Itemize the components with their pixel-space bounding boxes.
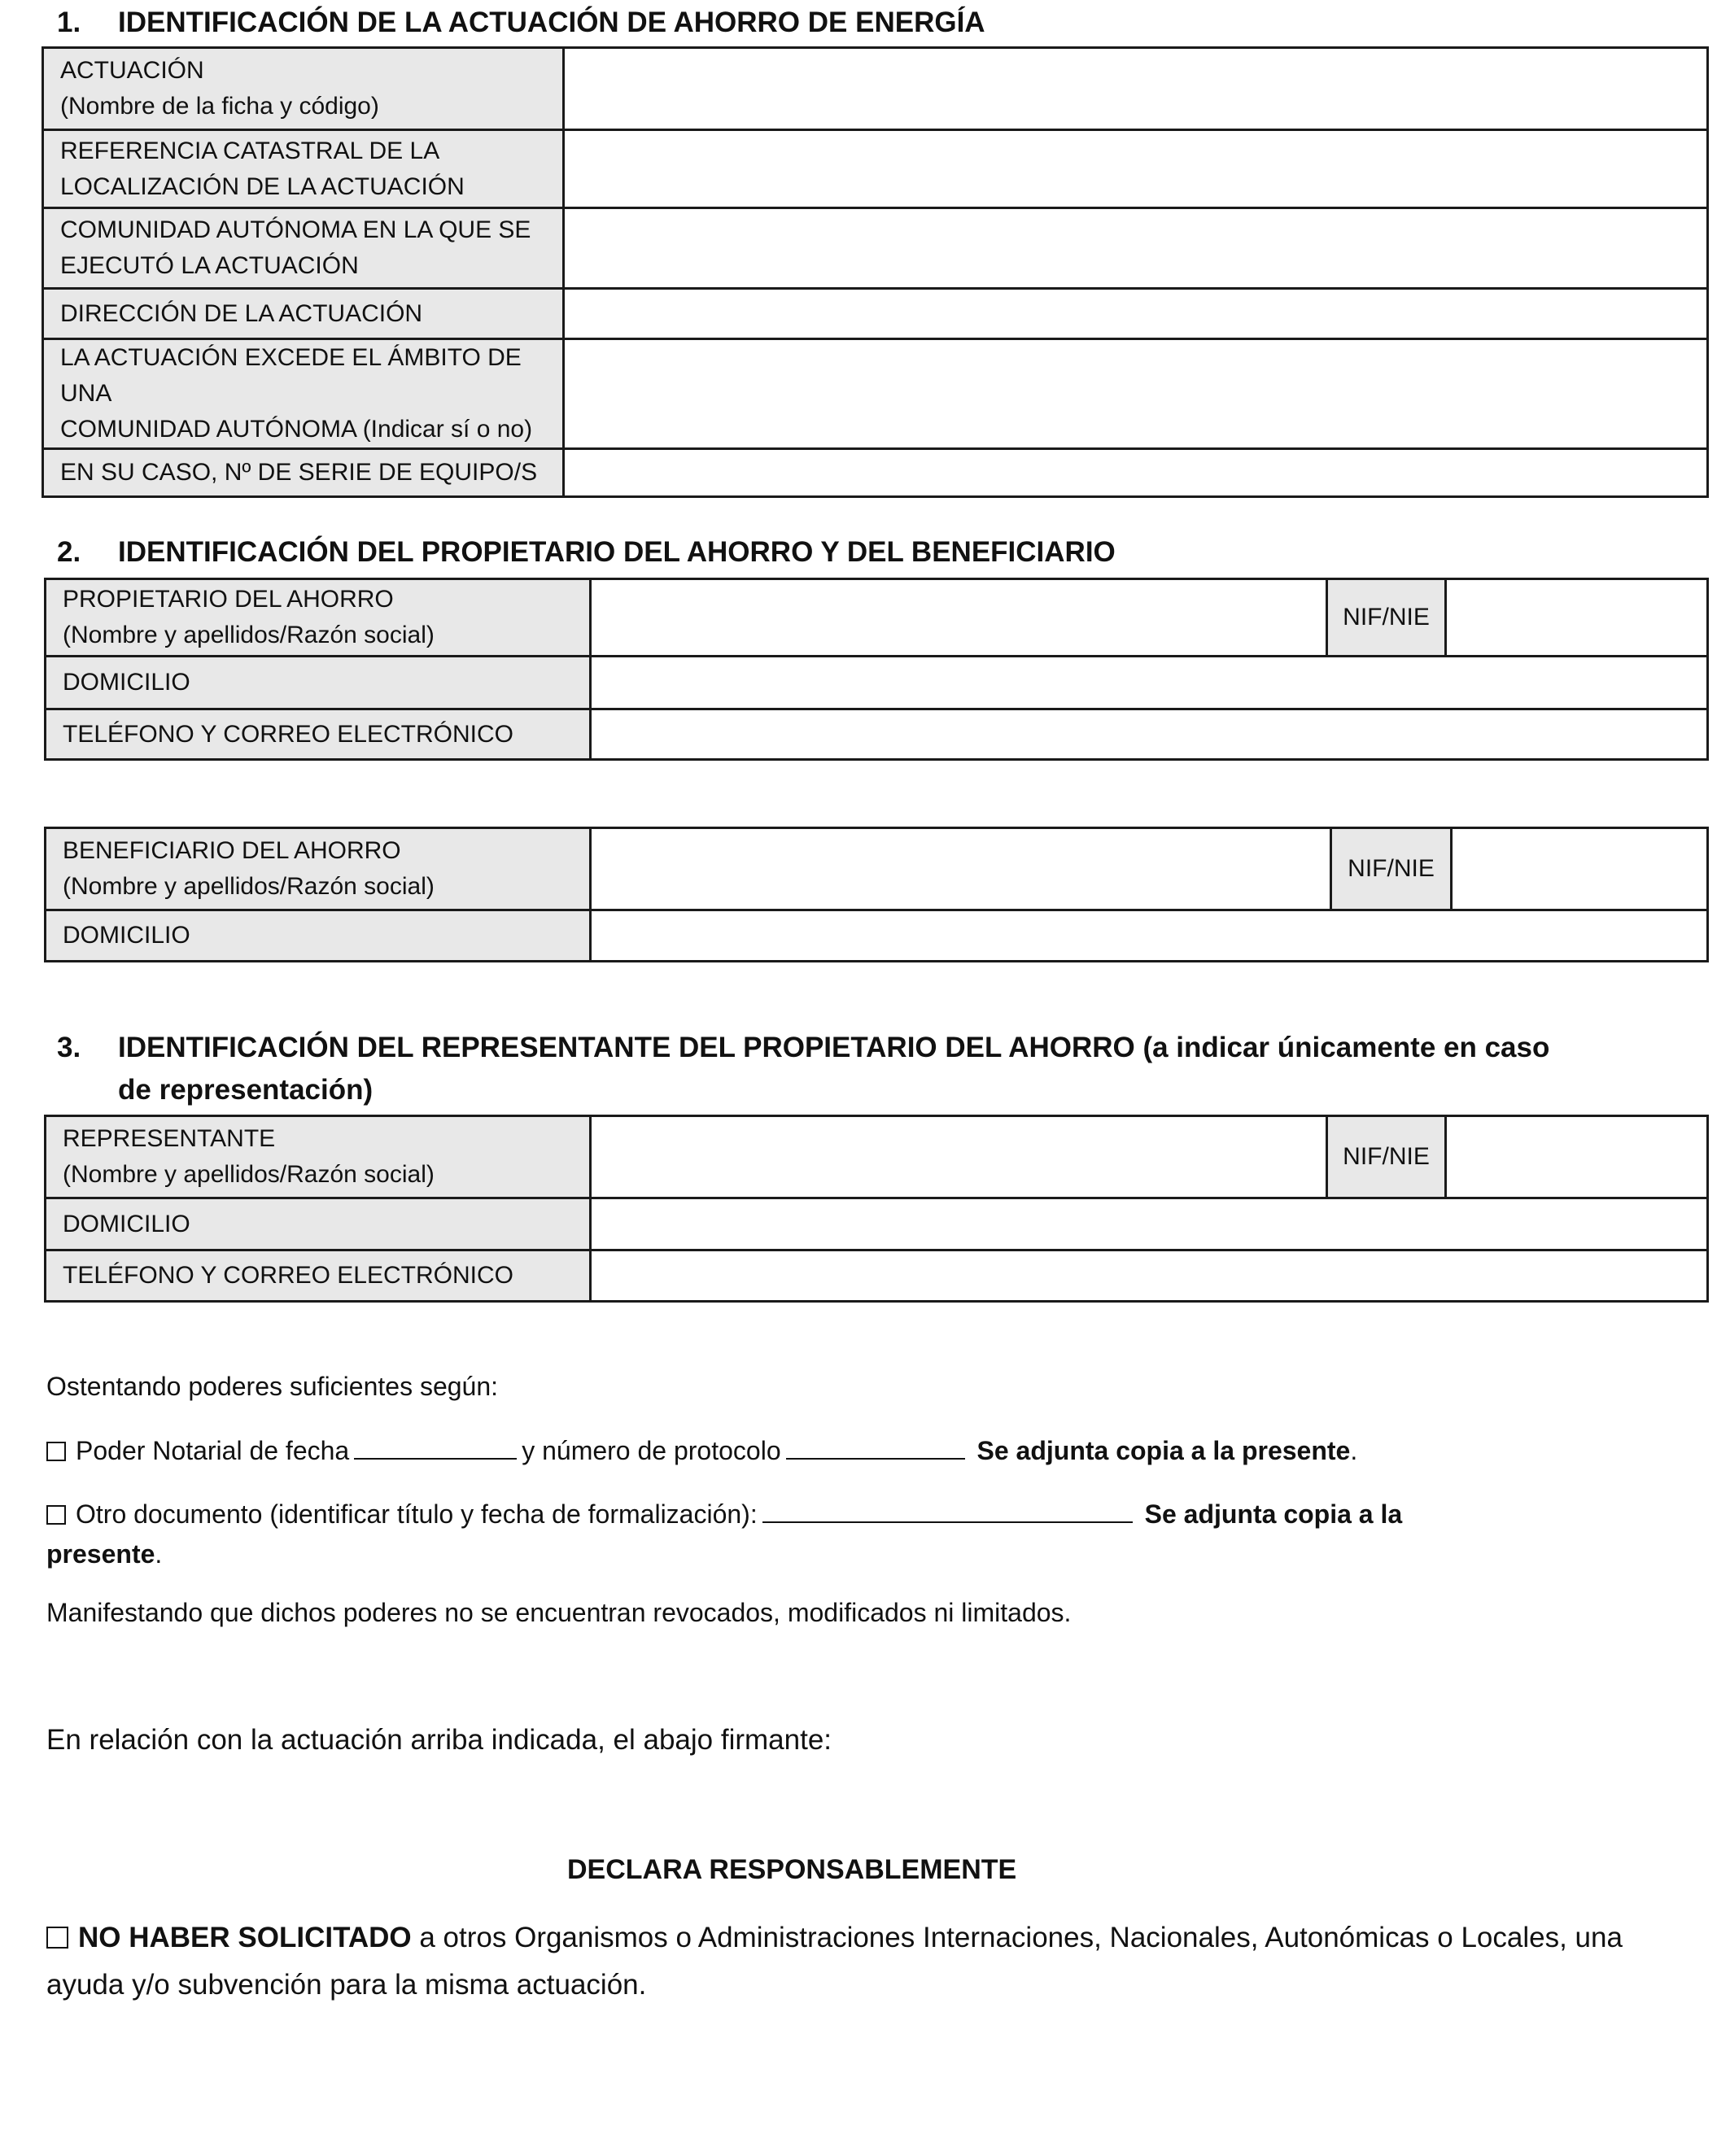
- equipment-serial-field[interactable]: [564, 449, 1708, 497]
- declaration-item-cont: ayuda y/o subvención para la misma actuación.: [46, 1969, 647, 2001]
- representative-nif-label: NIF/NIE: [1327, 1116, 1446, 1198]
- autonomous-community-label: COMUNIDAD AUTÓNOMA EN LA QUE SE EJECUTÓ LA ACTUACIÓN: [43, 208, 564, 289]
- beneficiary-nif-field[interactable]: [1452, 828, 1708, 910]
- powers-intro: Ostentando poderes suficientes según:: [46, 1372, 499, 1401]
- not-requested-checkbox[interactable]: [46, 1927, 68, 1949]
- owner-contact-field[interactable]: [591, 709, 1708, 760]
- cadastral-reference-field[interactable]: [564, 130, 1708, 208]
- section-2-title: [57, 531, 1196, 574]
- other-document-blank[interactable]: [762, 1497, 1133, 1523]
- section-1-title: [57, 2, 1196, 44]
- equipment-serial-label: EN SU CASO, Nº DE SERIE DE EQUIPO/S: [43, 449, 564, 497]
- beneficiary-table: [44, 827, 1709, 962]
- action-table: [42, 46, 1709, 498]
- owner-nif-field[interactable]: [1446, 579, 1708, 657]
- representative-contact-label: TELÉFONO Y CORREO ELECTRÓNICO: [46, 1250, 591, 1302]
- owner-address-field[interactable]: [591, 657, 1708, 709]
- other-document-checkbox[interactable]: [46, 1505, 66, 1525]
- section-3-title: [57, 1027, 1684, 1111]
- other-document-option-cont: presente.: [46, 1539, 163, 1569]
- beneficiary-address-label: DOMICILIO: [46, 910, 591, 962]
- section-heading: IDENTIFICACIÓN DE LA ACTUACIÓN DE AHORRO DE ENERGÍA: [118, 7, 985, 38]
- section-heading-line2: de representación): [118, 1074, 374, 1106]
- cadastral-reference-label: REFERENCIA CATASTRAL DE LA LOCALIZACIÓN DE LA ACTUACIÓN: [43, 130, 564, 208]
- owner-address-label: DOMICILIO: [46, 657, 591, 709]
- representative-address-field[interactable]: [591, 1198, 1708, 1250]
- declaration-intro: En relación con la actuación arriba indicada, el abajo firmante:: [46, 1724, 832, 1756]
- notarial-power-option: Poder Notarial de fecha y número de protocolo Se adjunta copia a la presente.: [46, 1430, 1357, 1471]
- owner-nif-label: NIF/NIE: [1327, 579, 1446, 657]
- action-address-label: DIRECCIÓN DE LA ACTUACIÓN: [43, 289, 564, 339]
- section-heading: IDENTIFICACIÓN DEL PROPIETARIO DEL AHORRO Y DEL BENEFICIARIO: [118, 536, 1116, 568]
- action-name-label: ACTUACIÓN (Nombre de la ficha y código): [43, 48, 564, 130]
- representative-address-label: DOMICILIO: [46, 1198, 591, 1250]
- exceeds-community-label: LA ACTUACIÓN EXCEDE EL ÁMBITO DE UNA COMUNIDAD AUTÓNOMA (Indicar sí o no): [43, 339, 564, 449]
- representative-name-label: REPRESENTANTE (Nombre y apellidos/Razón social): [46, 1116, 591, 1198]
- section-number: 2.: [57, 536, 81, 568]
- section-number: 3.: [57, 1032, 81, 1063]
- declaration-item: NO HABER SOLICITADO a otros Organismos o Administraciones Internaciones, Nacionales, Autonómicas o Locales, una: [46, 1914, 1623, 1962]
- beneficiary-address-field[interactable]: [591, 910, 1708, 962]
- representative-name-field[interactable]: [591, 1116, 1327, 1198]
- declaration-heading: DECLARA RESPONSABLEMENTE: [567, 1854, 1017, 1885]
- beneficiary-nif-label: NIF/NIE: [1331, 828, 1452, 910]
- representative-table: [44, 1115, 1709, 1303]
- section-heading-line1: IDENTIFICACIÓN DEL REPRESENTANTE DEL PROPIETARIO DEL AHORRO (a indicar únicamente en caso: [118, 1032, 1550, 1063]
- representative-nif-field[interactable]: [1446, 1116, 1708, 1198]
- notarial-date-blank[interactable]: [354, 1434, 517, 1460]
- action-address-field[interactable]: [564, 289, 1708, 339]
- exceeds-community-field[interactable]: [564, 339, 1708, 449]
- representative-contact-field[interactable]: [591, 1250, 1708, 1302]
- action-name-field[interactable]: [564, 48, 1708, 130]
- owner-contact-label: TELÉFONO Y CORREO ELECTRÓNICO: [46, 709, 591, 760]
- beneficiary-name-field[interactable]: [591, 828, 1331, 910]
- protocol-number-blank[interactable]: [786, 1434, 965, 1460]
- autonomous-community-field[interactable]: [564, 208, 1708, 289]
- beneficiary-name-label: BENEFICIARIO DEL AHORRO (Nombre y apellidos/Razón social): [46, 828, 591, 910]
- owner-name-field[interactable]: [591, 579, 1327, 657]
- section-number: 1.: [57, 7, 81, 38]
- notarial-power-checkbox[interactable]: [46, 1442, 66, 1461]
- owner-name-label: PROPIETARIO DEL AHORRO (Nombre y apellidos/Razón social): [46, 579, 591, 657]
- powers-not-revoked: Manifestando que dichos poderes no se encuentran revocados, modificados ni limitados.: [46, 1598, 1072, 1627]
- owner-table: [44, 578, 1709, 761]
- other-document-option: Otro documento (identificar título y fecha de formalización): Se adjunta copia a la: [46, 1494, 1402, 1534]
